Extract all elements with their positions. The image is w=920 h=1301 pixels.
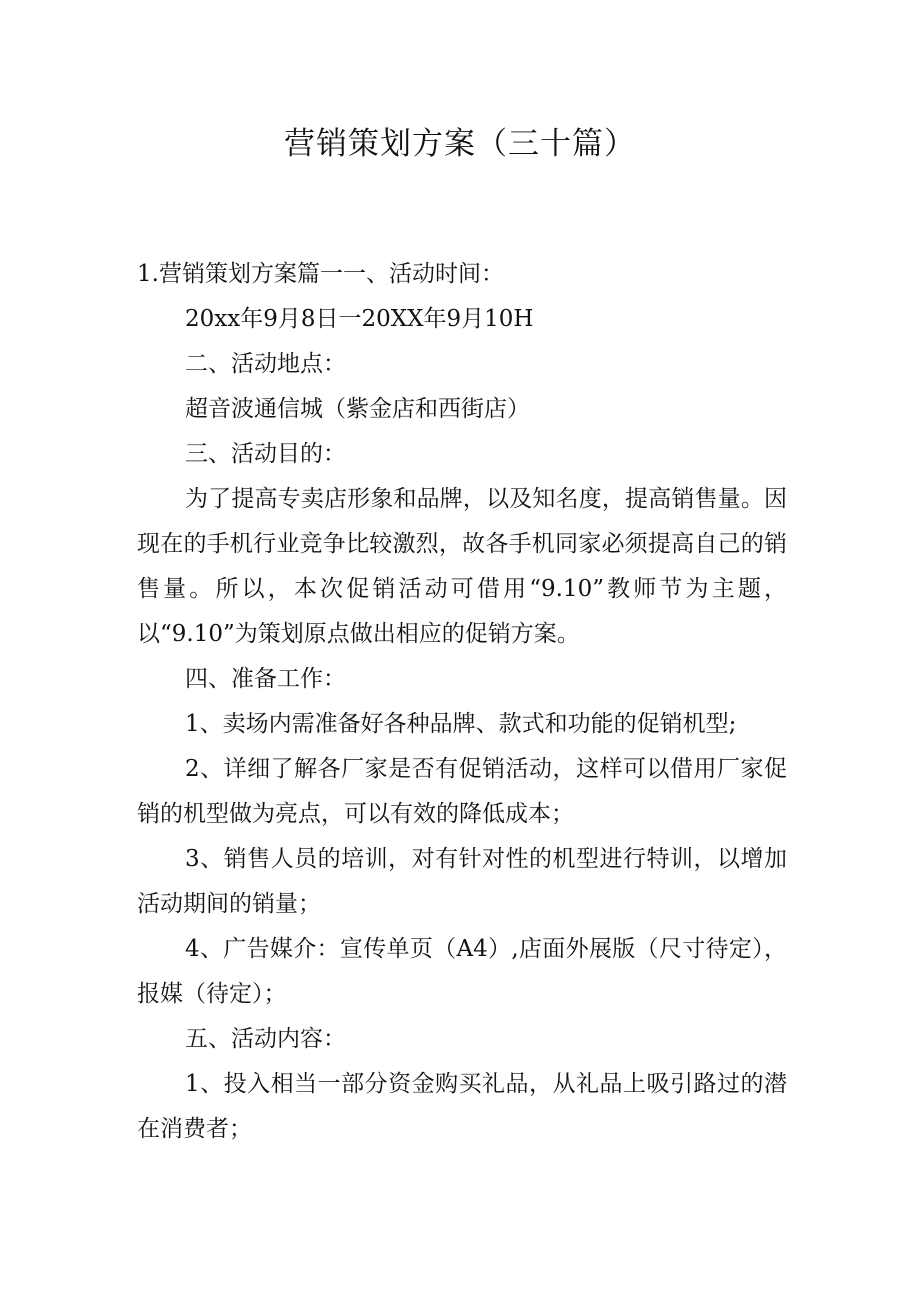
paragraph: 1、投入相当一部分资金购买礼品，从礼品上吸引路过的潜在消费者；	[137, 1071, 787, 1142]
paragraph: 四、准备工作：	[185, 666, 346, 692]
paragraph: 五、活动内容：	[185, 1026, 346, 1052]
paragraph: 20xx年9月8日一20XX年9月10H	[185, 306, 534, 332]
document-body	[137, 252, 787, 1152]
paragraph: 4、广告媒介：宣传单页（A4）,店面外展版（尺寸待定），报媒（待定）；	[137, 936, 787, 1007]
paragraph: 三、活动目的：	[185, 441, 346, 467]
paragraph: 2、详细了解各厂家是否有促销活动，这样可以借用厂家促销的机型做为亮点，可以有效的降低成本；	[137, 756, 787, 827]
document-title: 营销策划方案（三十篇）	[284, 126, 636, 162]
paragraph: 为了提高专卖店形象和品牌，以及知名度，提高销售量。因现在的手机行业竞争比较激烈，故各手机同家必须提高自己的销售量。所以，本次促销活动可借用“9.10”教师节为主题，以“9.10”为策划原点做出相应的促销方案。	[137, 486, 787, 647]
paragraph: 3、销售人员的培训，对有针对性的机型进行特训，以增加活动期间的销量；	[137, 846, 787, 917]
paragraph: 二、活动地点：	[185, 351, 346, 377]
paragraph: 超音波通信城（紫金店和西街店）	[185, 396, 530, 422]
paragraph: 1、卖场内需准备好各种品牌、款式和功能的促销机型;	[185, 711, 737, 737]
paragraph: 1.营销策划方案篇一一、活动时间：	[137, 261, 504, 287]
